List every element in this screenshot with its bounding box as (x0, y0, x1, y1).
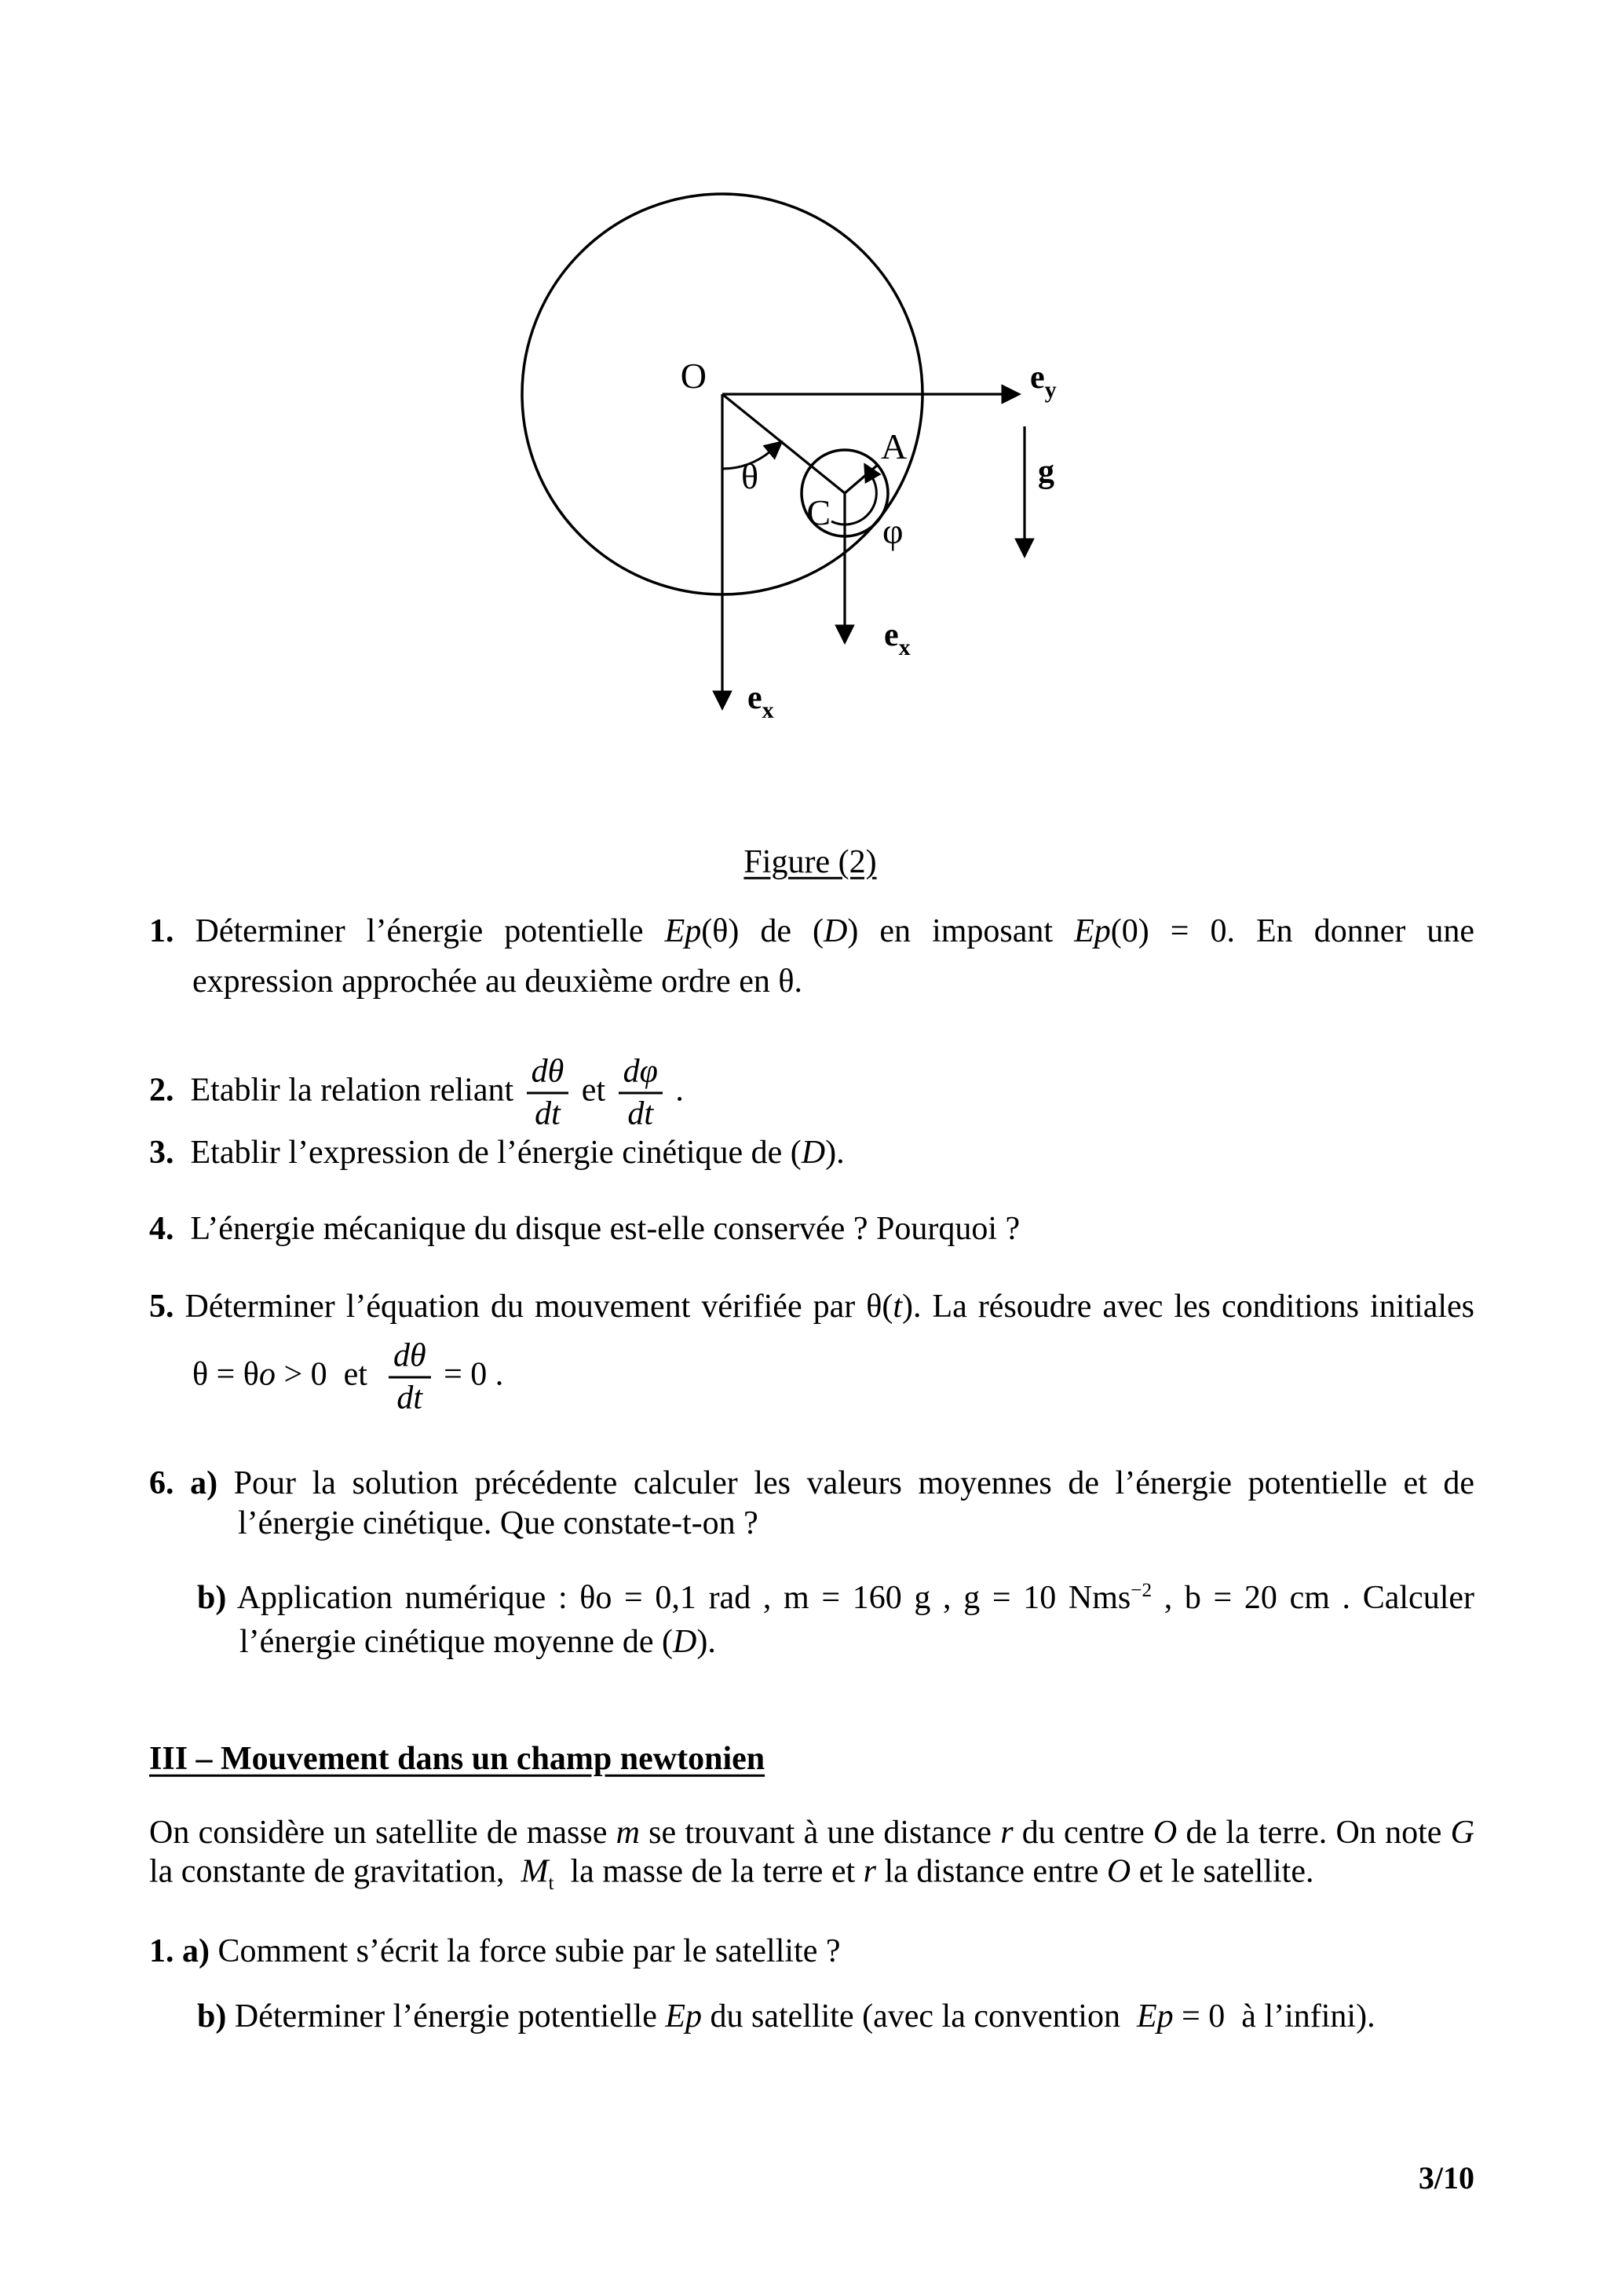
label-ey: $e_y$ (1030, 360, 1057, 403)
page-number: 3/10 (1418, 2160, 1474, 2195)
question-3: 3. Etablir l’expression de l’énergie cinétique de (D). (149, 1134, 845, 1171)
question-5-line-2: θ = θo > 0 et $\frac{d\theta}{dt}$ = 0 . (192, 1337, 504, 1417)
figure-2-diagram (471, 141, 1131, 770)
section-3-intro-line-1: On considère un satellite de masse m se trouvant à une distance r du centre O de la terre. On note G (149, 1814, 1474, 1851)
section-3-intro-line-2: la constante de gravitation, $M_t$ la masse de la terre et r la distance entre O et le satellite. (149, 1853, 1314, 1894)
question-6a-line-2: l’énergie cinétique. Que constate-t-on ? (238, 1504, 758, 1541)
label-ex-O: $e_x$ (747, 680, 774, 723)
question-6b-line-1: b) Application numérique : θo = 0,1 rad , m = 160 g , g = 10 Nms$^{-2}$ , b = 20 cm . Calculer (197, 1579, 1474, 1616)
label-phi: φ (882, 511, 904, 551)
section-3-question-1a: 1. a) Comment s’écrit la force subie par le satellite ? (149, 1932, 841, 1969)
label-C: C (806, 492, 831, 532)
question-6b-line-2: l’énergie cinétique moyenne de (D). (239, 1623, 716, 1660)
question-1-line-1: 1. Déterminer l’énergie potentielle Ep(θ) de (D) en imposant Ep(0) = 0. En donner une (149, 912, 1475, 949)
question-2: 2. Etablir la relation reliant $\frac{d\theta}{dt}$ et $\frac{d\varphi}{dt}$ . (149, 1053, 684, 1132)
section-3-question-1b: b) Déterminer l’énergie potentielle Ep du satellite (avec la convention Ep = 0 à l’infini). (197, 1998, 1375, 2035)
label-ex-C: $e_x$ (884, 617, 911, 660)
question-1-line-2: expression approchée au deuxième ordre en θ. (192, 963, 802, 1000)
label-A: A (881, 426, 908, 466)
question-6a-line-1: 6. a) Pour la solution précédente calculer les valeurs moyennes de l’énergie potentielle et de (149, 1464, 1474, 1501)
label-g: g (1038, 454, 1054, 490)
label-theta: θ (741, 456, 759, 496)
figure-caption: Figure (2) (743, 843, 877, 880)
label-O: O (680, 356, 707, 396)
question-4: 4. L’énergie mécanique du disque est-elle conservée ? Pourquoi ? (149, 1210, 1021, 1247)
section-3-heading: III – Mouvement dans un champ newtonien (149, 1740, 765, 1777)
question-5-line-1: 5. Déterminer l’équation du mouvement vérifiée par θ(t). La résoudre avec les conditions initiales (149, 1288, 1474, 1325)
